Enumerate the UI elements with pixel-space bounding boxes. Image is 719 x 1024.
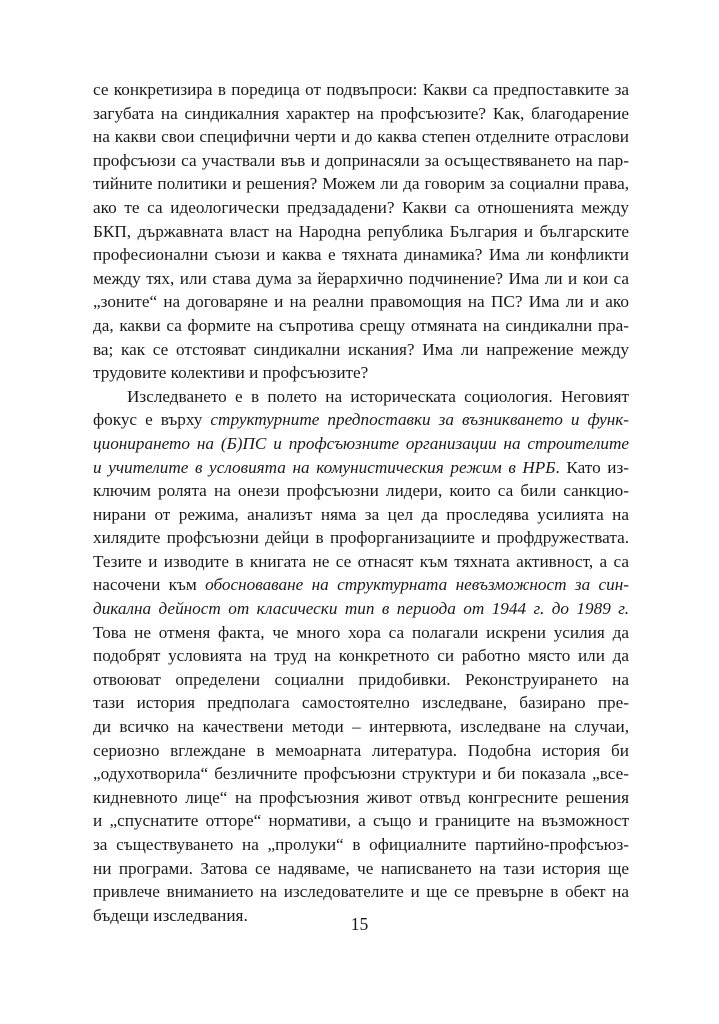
text-span: Това не отменя факта, че много хора са полагали искрени усилия да [93,622,629,642]
text-span: професионални съюзи и каква е тяхната динамика? Има ли конфликти [93,245,629,265]
text-line [93,314,629,338]
text-span: тази история предполага самостоятелно изследване, базирано пре- [93,693,629,713]
text-span: между тях, или става дума за йерархично подчинение? Има ли и кои са [93,268,629,288]
text-line [93,220,629,244]
text-span: насочени към [93,575,206,595]
paragraph [93,78,629,385]
text-span: и „спуснатите отторе“ нормативи, а също и границите на възможност [93,811,629,831]
text-span: . Като из- [555,457,629,477]
text-span: за съществуването на „пролуки“ в официалните партийно-профсъюз- [93,835,629,854]
text-line [93,408,629,432]
text-line [93,691,629,715]
text-line [93,833,629,857]
text-line [93,78,629,102]
text-line [93,857,629,881]
text-span: нирани от режима, анализът няма за цел да проследява усилията на [93,504,629,524]
text-line [93,786,629,810]
text-span: ако те са идеологически предзададени? Какви са отношенията между [93,197,629,217]
text-span: хилядите профсъюзни дейци в профорганизациите и профдружествата. [93,528,629,548]
text-line [93,102,629,126]
text-span: на какви свои специфични черти и до каква степен отделните отраслови [93,127,629,147]
italic-text-span: ционирането на (Б)ПС и профсъюзните организации на строителите [93,433,629,453]
text-line [93,715,629,739]
text-span: бъдещи изследвания. [93,905,248,925]
text-span: да, какви са формите на съпротива срещу отмяната на синдикални пра- [93,315,629,335]
text-span: тийните политики и решения? Можем ли да говорим за социални права, [93,174,629,194]
text-span: привлече вниманието на изследователите и ще се превърне в обект на [93,882,629,902]
italic-text-span: обосноваване на структурната невъзможност за син- [205,575,629,595]
text-line [93,432,629,456]
text-line [93,479,629,503]
text-span: ди всичко на качествени методи – интервюта, изследване на случаи, [93,717,629,737]
text-line [93,361,629,385]
text-line [93,149,629,173]
text-span: Изследването е в полето на историческата социология. Неговият [127,386,629,406]
italic-text-span: структурните предпоставки за възникването и функ- [210,410,629,430]
text-span: подобрят условията на труд на конкретното си работно място или да [93,646,629,666]
text-line [93,243,629,267]
text-line [93,385,629,409]
text-span: Тезите и изводите в книгата не се отнасят към тяхната активност, а са [93,551,629,571]
text-line [93,338,629,362]
text-span: загубата на синдикалния характер на профсъюзите? Как, благодарение [93,103,629,123]
text-span: ключим ролята на онези профсъюзни лидери, които са били санкцио- [93,481,629,501]
paragraph [93,385,629,928]
page-number: 15 [350,914,369,934]
text-span: кидневното лице“ на профсъюзния живот отвъд конгресните решения [93,787,629,807]
text-span: БКП, държавната власт на Народна република България и българските [93,221,629,241]
text-line [93,172,629,196]
text-line [93,125,629,149]
text-line [93,668,629,692]
text-line [93,644,629,668]
text-span: отвоюват определени социални придобивки. Реконструирането на [93,669,629,689]
text-span: фокус е върху [93,410,211,430]
text-line [93,503,629,527]
text-line [93,739,629,763]
text-line [93,762,629,786]
text-line [93,621,629,645]
text-line [93,573,629,597]
text-span: се конкретизира в поредица от подвъпроси: Какви са предпоставките за [93,80,629,99]
italic-text-span: и учителите в условията на комунистическия режим в НРБ [93,457,556,477]
text-line [93,196,629,220]
text-span: „зоните“ на договаряне и на реални правомощия на ПС? Има ли и ако [93,292,629,312]
italic-text-span: дикална дейност от класически тип в периода от 1944 г. до 1989 г. [93,599,629,619]
text-span: трудовите колективи и профсъюзите? [93,363,369,383]
text-line [93,290,629,314]
text-span: ни програми. Затова се надяваме, че написването на тази история ще [93,858,629,878]
text-line [93,597,629,621]
text-line [93,880,629,904]
text-span: профсъюзи са участвали във и допринасяли за осъществяването на пар- [93,150,629,170]
text-line [93,526,629,550]
page-body [93,78,629,927]
text-span: ва; как се отстояват синдикални искания? Има ли напрежение между [93,339,629,359]
text-span: „одухотворила“ безличните профсъюзни структури и би показала „все- [93,764,629,784]
text-line [93,267,629,291]
text-span: сериозно вглеждане в мемоарната литература. Подобна история би [93,740,629,760]
text-line [93,456,629,480]
text-line [93,550,629,574]
text-line [93,809,629,833]
